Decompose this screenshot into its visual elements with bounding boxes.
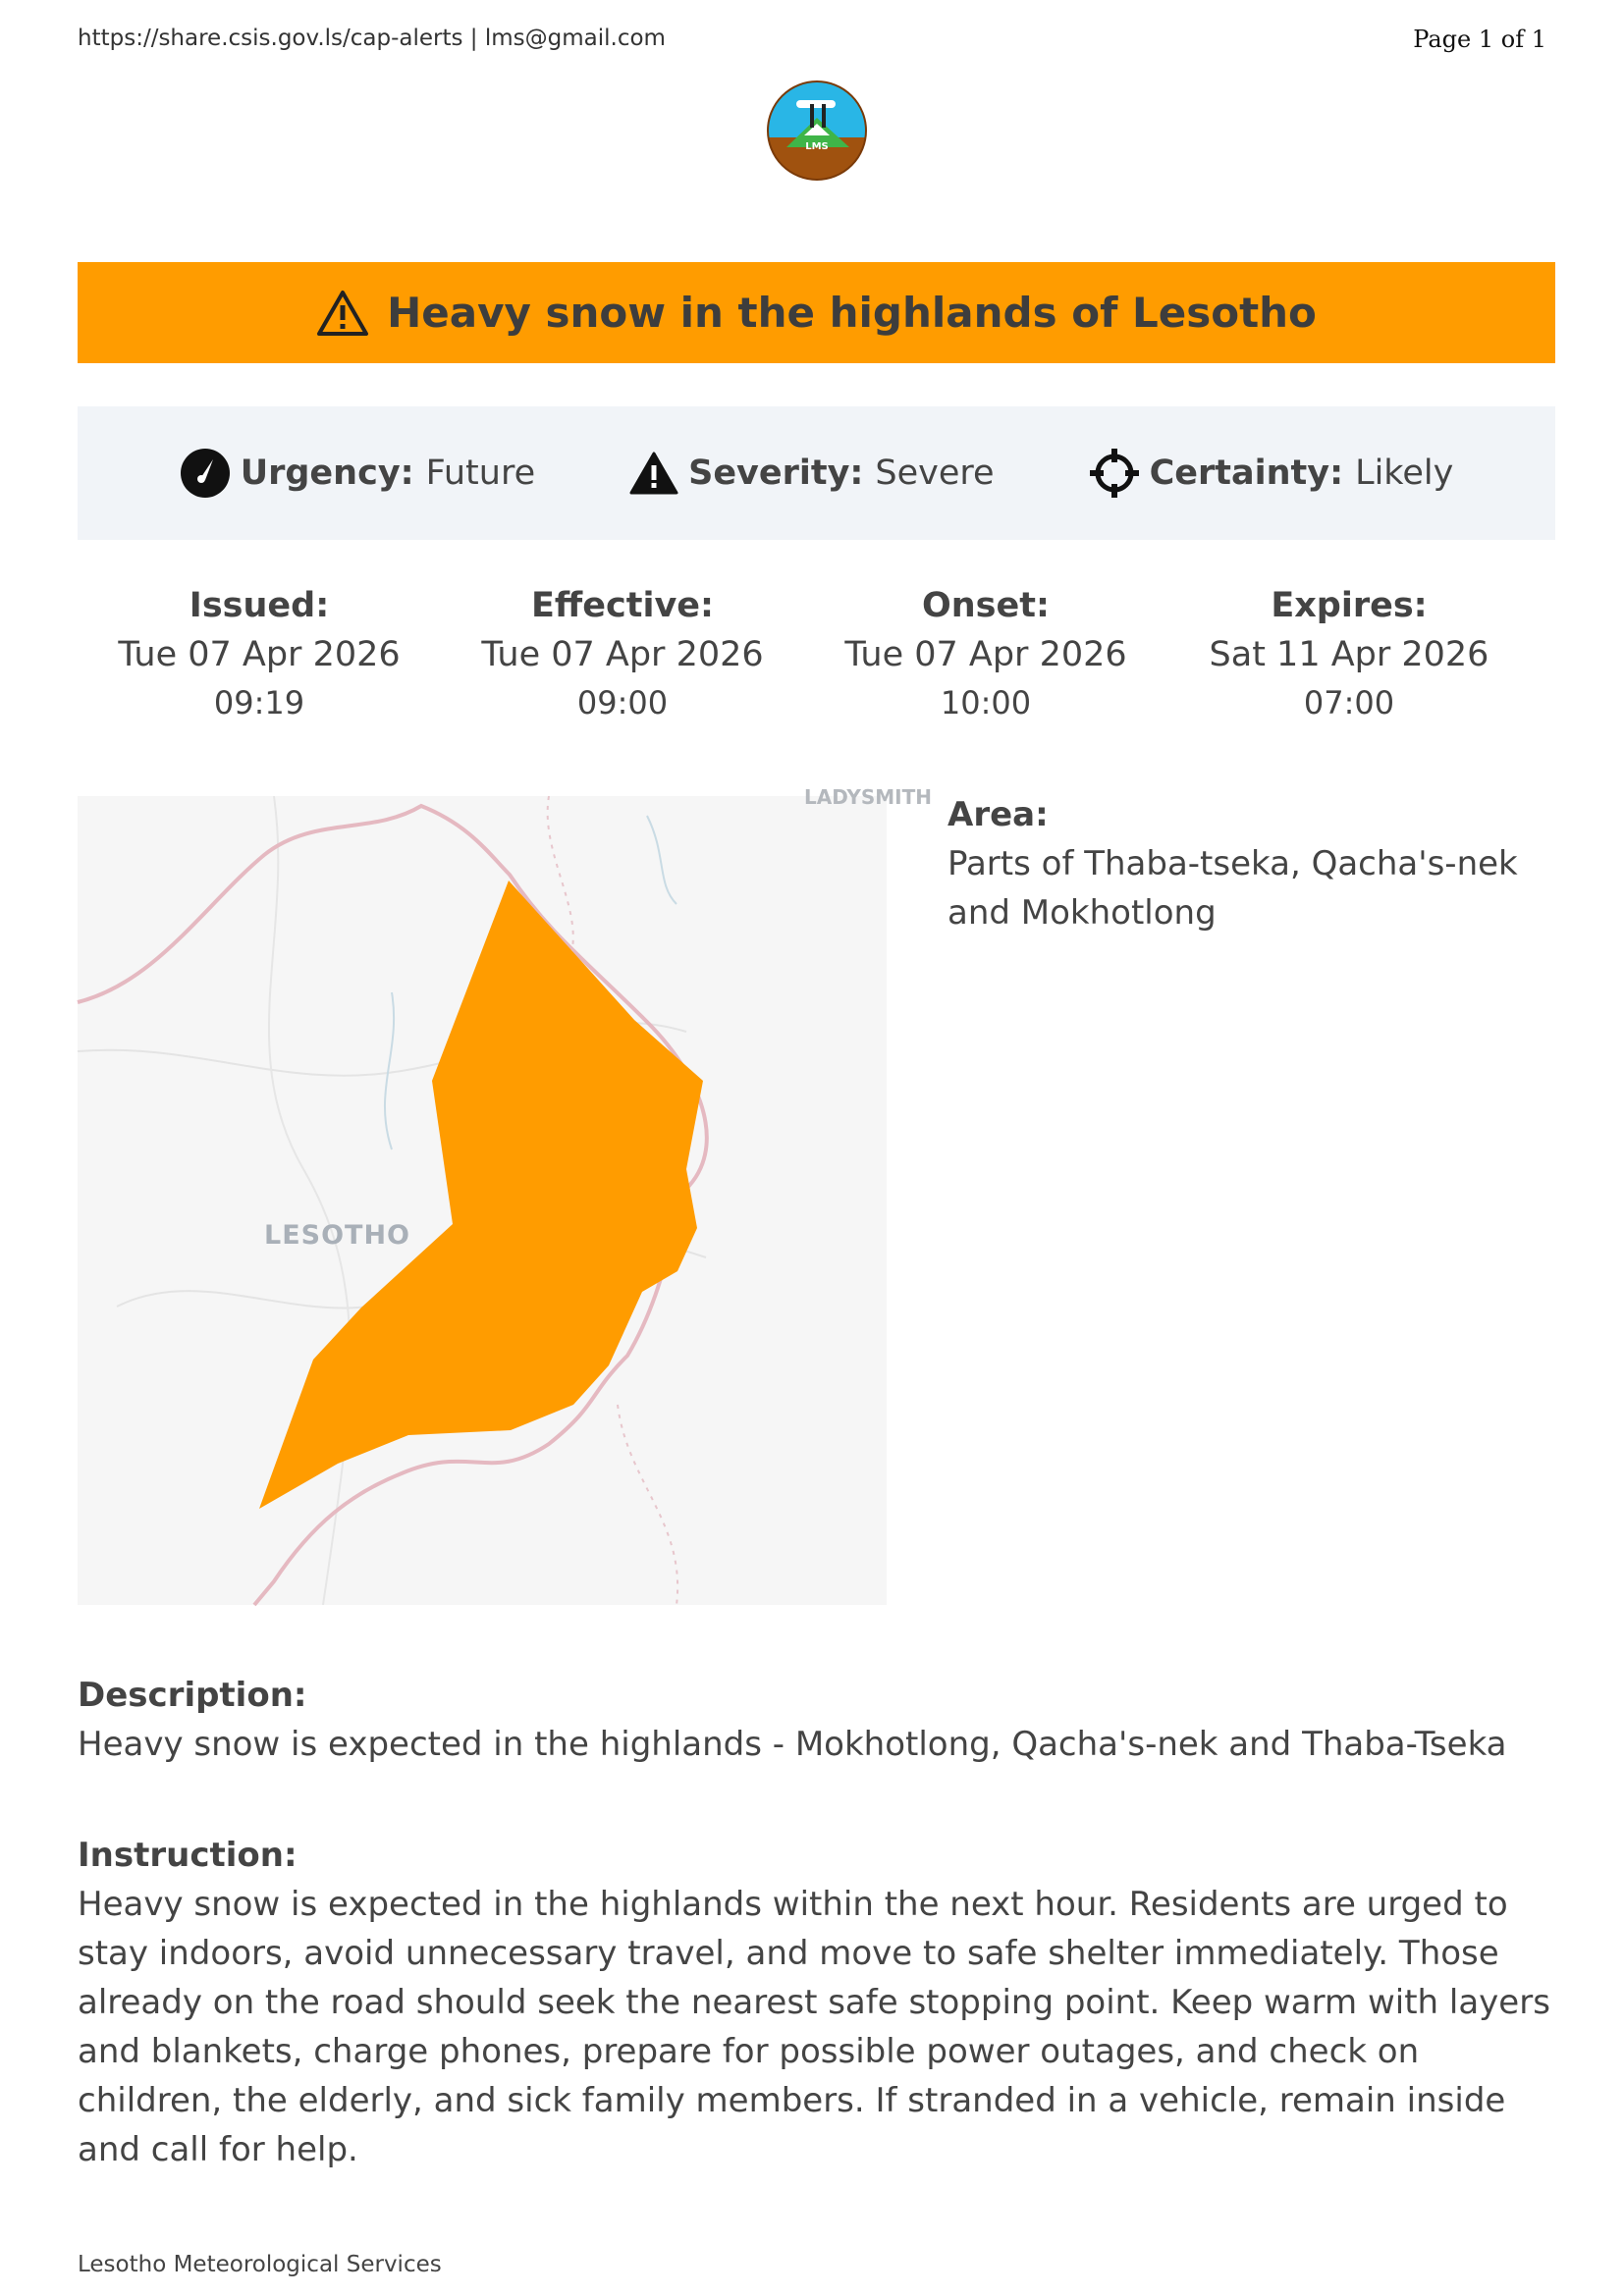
instruction-section [78,1831,1570,2174]
logo-text: LMS [805,141,829,152]
urgency-value: Future [425,454,536,493]
effective-block [441,581,804,726]
effective-label: Effective: [530,586,715,625]
urgency-item [180,448,535,499]
crosshair-icon [1089,448,1140,499]
certainty-value: Likely [1355,454,1454,493]
expires-time: 07:00 [1303,684,1395,721]
alert-title: Heavy snow in the highlands of Lesotho [387,289,1317,337]
alert-banner [78,262,1555,363]
effective-date: Tue 07 Apr 2026 [481,635,764,674]
meta-bar [78,406,1555,540]
description-text: Heavy snow is expected in the highlands - Mokhotlong, Qacha's-nek and Thaba-Tseka [78,1725,1507,1764]
page-number: Page 1 of 1 [1413,26,1546,53]
issued-block [78,581,441,726]
description-section [78,1671,1570,1769]
expires-label: Expires: [1271,586,1428,625]
alert-triangle-icon [629,452,678,495]
corner-label: LADYSMITH [804,785,932,809]
expires-date: Sat 11 Apr 2026 [1209,635,1489,674]
certainty-item [1089,448,1454,499]
urgency-label: Urgency: [240,454,414,493]
area-section [947,790,1537,937]
map-canvas [78,785,932,1605]
area-text: Parts of Thaba-tseka, Qacha's-nek and Mokhotlong [947,844,1518,933]
warning-triangle-icon [316,290,369,337]
alert-map[interactable] [78,785,932,1605]
instruction-text: Heavy snow is expected in the highlands within the next hour. Residents are urged to stay indoors, avoid unnecessary travel, and move to safe shelter immediately. Those already on the road should seek the nearest safe stopping point. Keep warm with layers and blankets, charge phones, prepare for possible power outages, and check on children, the elderly, and sick family members. If stranded in a vehicle, remain inside and call for help. [78,1885,1550,2169]
description-label: Description: [78,1676,307,1715]
onset-block [804,581,1167,726]
expires-block [1167,581,1531,726]
severity-item [629,452,994,495]
onset-label: Onset: [922,586,1050,625]
country-label: LESOTHO [264,1220,411,1251]
area-label: Area: [947,795,1049,834]
lms-logo-icon [767,80,867,181]
severity-label: Severity: [688,454,864,493]
footer-text: Lesotho Meteorological Services [78,2252,442,2277]
onset-time: 10:00 [940,684,1032,721]
issued-date: Tue 07 Apr 2026 [118,635,401,674]
onset-date: Tue 07 Apr 2026 [844,635,1127,674]
certainty-label: Certainty: [1149,454,1344,493]
gauge-icon [180,448,231,499]
severity-value: Severe [875,454,995,493]
effective-time: 09:00 [576,684,669,721]
issued-time: 09:19 [213,684,305,721]
instruction-label: Instruction: [78,1836,298,1875]
issued-label: Issued: [189,586,330,625]
header-url: https://share.csis.gov.ls/cap-alerts | lms@gmail.com [78,26,666,51]
